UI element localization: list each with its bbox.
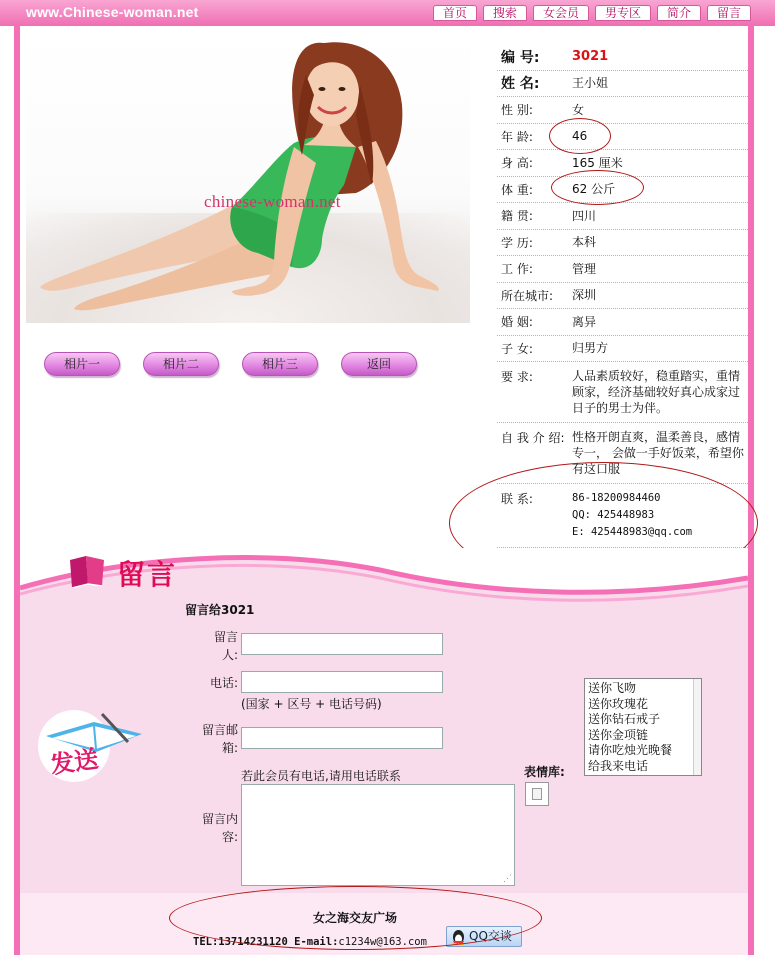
content-note: 若此会员有电话,请用电话联系 <box>241 769 401 783</box>
gift-option[interactable]: 送你金项链 <box>588 727 649 742</box>
send-button[interactable] <box>32 702 144 788</box>
emoji-label: 表情库: <box>524 765 565 779</box>
phone-label: 电话: <box>209 676 238 690</box>
profile-label: 籍 贯: <box>501 209 533 224</box>
profile-label: 编 号: <box>501 49 540 66</box>
gift-option[interactable]: 送你玫瑰花 <box>588 696 649 711</box>
nav-female-members[interactable]: 女会员 <box>533 5 589 21</box>
profile-row <box>497 230 748 257</box>
gift-select-list[interactable] <box>584 678 702 776</box>
qq-penguin-icon <box>451 929 466 945</box>
gift-option[interactable]: 请你吃烛光晚餐 <box>588 743 673 757</box>
gift-option[interactable]: 送你飞吻 <box>588 681 637 695</box>
profile-value: 离异 <box>572 314 597 329</box>
nav-male-zone[interactable]: 男专区 <box>595 5 651 21</box>
profile-row <box>497 336 748 363</box>
footer-contact <box>193 936 427 948</box>
contact-info <box>572 490 748 541</box>
profile-value: 人品素质较好，稳重踏实，重情顾家，经济基础较好真心成家过日子的男士为伴。 <box>572 369 741 415</box>
profile-row <box>497 97 748 124</box>
gift-list-scrollbar[interactable] <box>693 679 701 775</box>
photo-button-row <box>44 352 417 376</box>
photo-3-button[interactable]: 相片三 <box>242 352 318 376</box>
phone-hint: (国家 + 区号 + 电话号码) <box>241 697 382 711</box>
woman-figure-illustration <box>26 35 470 323</box>
profile-value: 165 厘米 <box>572 155 623 170</box>
profile-row <box>497 309 748 336</box>
top-nav <box>433 5 751 21</box>
send-label: 发送 <box>48 743 101 780</box>
profile-label: 子 女: <box>501 341 533 356</box>
member-name: 王小姐 <box>572 76 609 91</box>
profile-label: 性 别: <box>501 103 533 118</box>
gift-option[interactable]: 给我来电话 <box>588 758 649 773</box>
profile-value: 归男方 <box>572 341 609 356</box>
profile-value: 本科 <box>572 235 597 250</box>
sender-input[interactable] <box>241 633 443 655</box>
profile-row-requirement <box>497 362 748 423</box>
profile-row <box>497 150 748 177</box>
profile-label: 年 龄: <box>501 129 533 144</box>
profile-value: 46 <box>572 129 588 144</box>
qq-chat-button[interactable] <box>446 926 522 947</box>
resize-grip-icon[interactable]: ⋰ <box>503 873 512 883</box>
profile-label: 要 求: <box>501 370 533 384</box>
guestbook-book-icon <box>66 554 108 588</box>
phone-input[interactable] <box>241 671 443 693</box>
profile-value: 四川 <box>572 208 597 223</box>
profile-row <box>497 256 748 283</box>
nav-home[interactable]: 首页 <box>433 5 477 21</box>
nav-search[interactable]: 搜索 <box>483 5 527 21</box>
broken-image-icon <box>532 788 542 800</box>
photo-1-button[interactable]: 相片一 <box>44 352 120 376</box>
photo-watermark: chinese-woman.net <box>204 192 341 211</box>
message-title: 留言给3021 <box>185 603 255 617</box>
profile-value: 性格开朗直爽，温柔善良，感情专一， 会做一手好饭菜，希望你有这口服 <box>572 430 744 476</box>
member-id: 3021 <box>572 48 609 64</box>
club-name: 女之海交友广场 <box>313 911 398 925</box>
profile-row-name <box>497 71 748 98</box>
profile-row <box>497 203 748 230</box>
profile-label: 联 系: <box>501 492 533 506</box>
profile-label: 所在城市: <box>501 288 554 303</box>
profile-label: 学 历: <box>501 235 533 250</box>
contact-qq: QQ: 425448983 <box>572 509 655 521</box>
profile-value: 管理 <box>572 261 597 276</box>
profile-row <box>497 283 748 310</box>
message-content-textarea[interactable] <box>241 784 515 886</box>
footer <box>20 893 748 955</box>
profile-label: 工 作: <box>501 262 533 277</box>
back-button[interactable]: 返回 <box>341 352 417 376</box>
profile-row-id <box>497 44 748 71</box>
profile-table <box>497 44 748 548</box>
email-input[interactable] <box>241 727 443 749</box>
gift-option[interactable]: 送你钻石戒子 <box>588 712 661 726</box>
photo-2-button[interactable]: 相片二 <box>143 352 219 376</box>
profile-label: 自 我 介 绍: <box>501 431 565 445</box>
site-logo-text[interactable]: www.Chinese-woman.net <box>26 4 199 20</box>
content-label: 留言内容: <box>201 812 238 844</box>
profile-row <box>497 124 748 151</box>
profile-label: 婚 姻: <box>501 315 533 330</box>
profile-row-contact <box>497 484 748 548</box>
member-photo <box>26 35 470 323</box>
sender-label: 留言人: <box>213 630 238 662</box>
profile-value: 62 公斤 <box>572 182 616 197</box>
emoji-picker-icon[interactable] <box>525 782 549 806</box>
guestbook-heading: 留言 <box>117 558 178 591</box>
profile-row <box>497 177 748 204</box>
profile-label: 体 重: <box>501 182 533 197</box>
nav-intro[interactable]: 简介 <box>657 5 701 21</box>
footer-tel: TEL:13714231120 E-mail: <box>193 936 339 948</box>
profile-value: 深圳 <box>572 288 597 303</box>
contact-phone: 86-18200984460 <box>572 492 661 504</box>
profile-value: 女 <box>572 102 585 117</box>
footer-email[interactable]: c1234w@163.com <box>338 936 427 948</box>
message-section <box>20 548 748 955</box>
email-label: 留言邮箱: <box>201 723 238 755</box>
profile-row-intro <box>497 423 748 484</box>
profile-label: 身 高: <box>501 156 533 171</box>
nav-guestbook[interactable]: 留言 <box>707 5 751 21</box>
profile-label: 姓 名: <box>501 76 540 93</box>
qq-chat-label: QQ交谈 <box>469 929 512 943</box>
top-bar <box>0 0 775 26</box>
contact-email: E: 425448983@qq.com <box>572 526 693 538</box>
